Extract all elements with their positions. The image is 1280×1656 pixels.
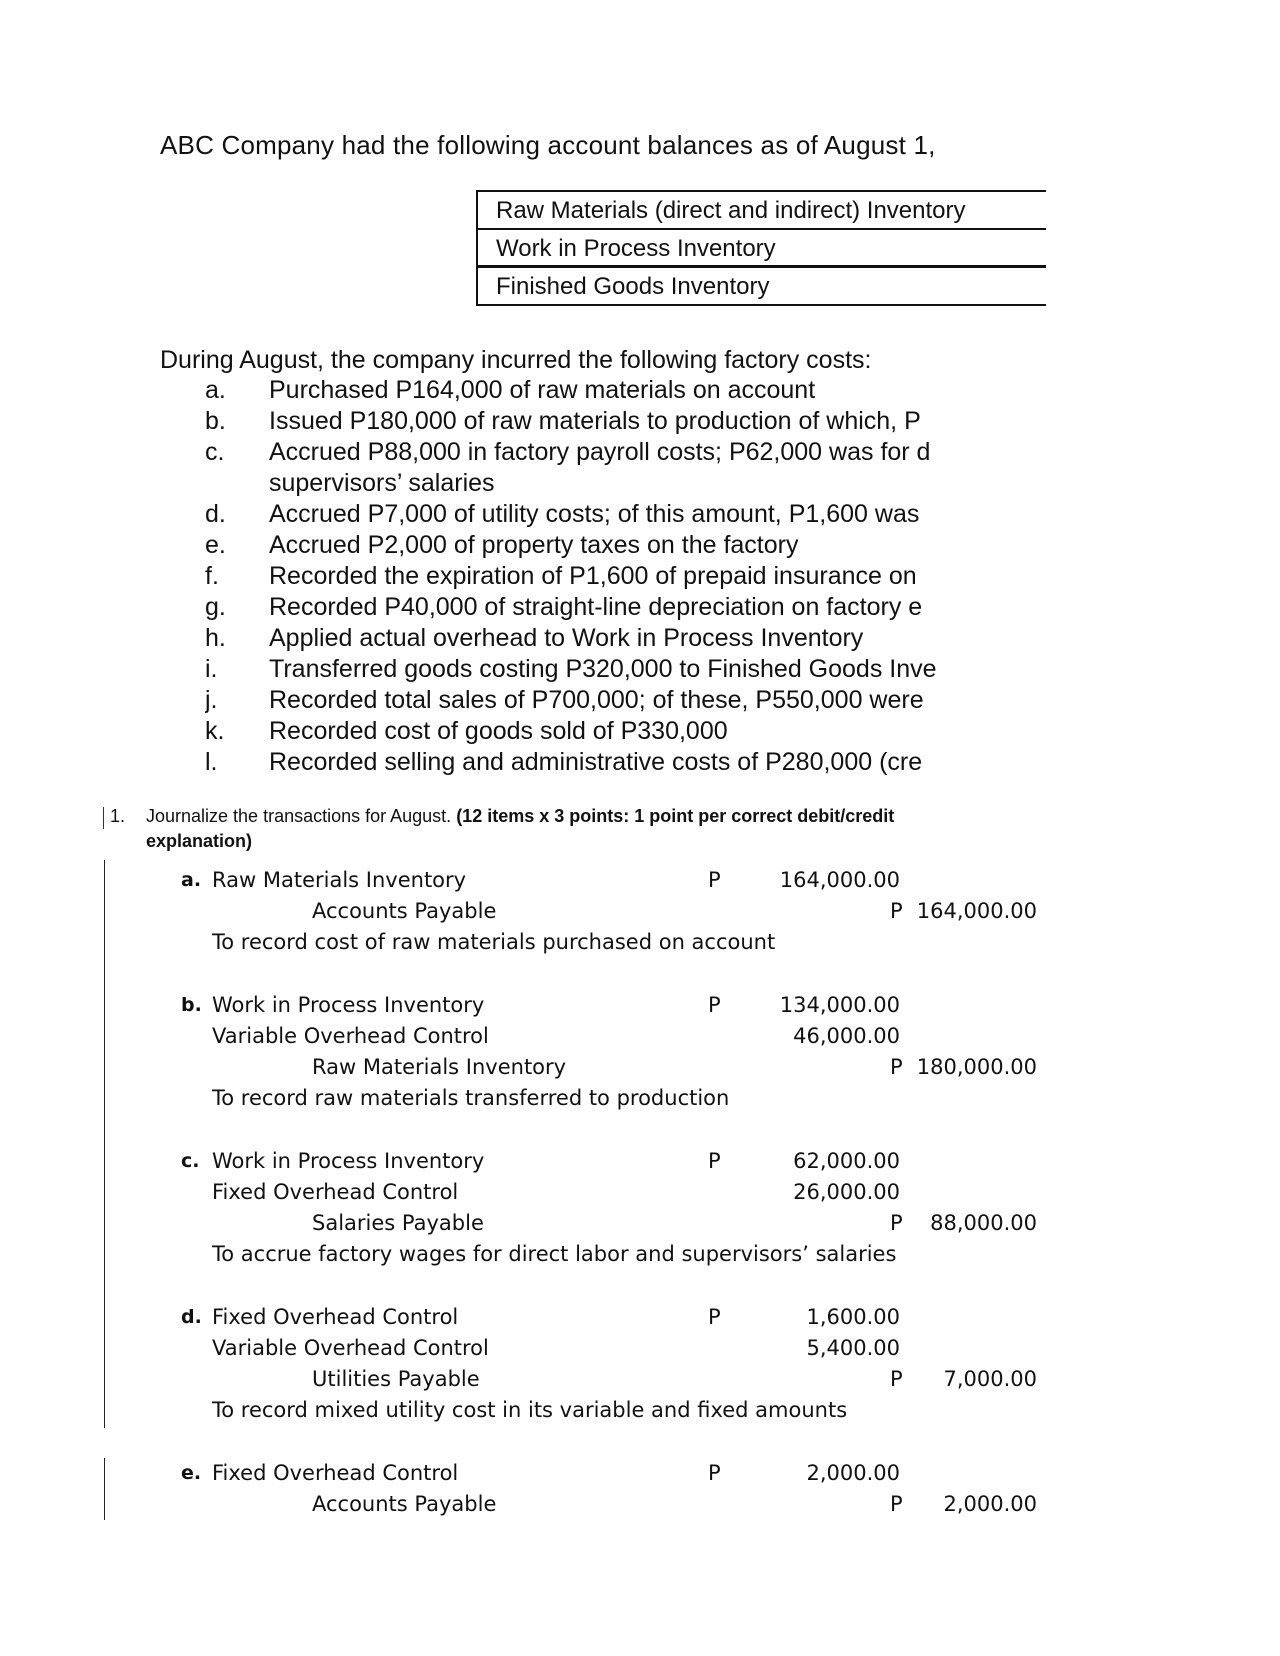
list-item: d. Accrued P7,000 of utility costs; of this amount, P1,600 was — [205, 500, 920, 528]
peso-sign: P — [890, 1211, 903, 1235]
list-item: g. Recorded P40,000 of straight-line depreciation on factory e — [205, 593, 923, 621]
credit-account: Salaries Payable — [312, 1211, 484, 1235]
list-item: e. Accrued P2,000 of property taxes on the factory — [205, 531, 799, 559]
debit-account: Fixed Overhead Control — [212, 1305, 459, 1329]
list-item: i. Transferred goods costing P320,000 to Finished Goods Inve — [205, 655, 937, 683]
question-marker-border — [103, 807, 104, 829]
peso-sign: P — [890, 1055, 903, 1079]
entry-explanation: To record cost of raw materials purchased on account — [212, 930, 776, 954]
debit-amount: 1,600.00 — [806, 1305, 900, 1329]
list-item: h. Applied actual overhead to Work in Process Inventory — [205, 624, 864, 652]
debit-account: Work in Process Inventory — [212, 993, 485, 1017]
balance-row: Raw Materials (direct and indirect) Inventory — [476, 190, 1046, 230]
debit-amount: 62,000.00 — [793, 1149, 900, 1173]
credit-amount: 7,000.00 — [943, 1367, 1037, 1391]
list-item: l. Recorded selling and administrative costs of P280,000 (cre — [205, 748, 923, 776]
entry-letter: d. — [181, 1306, 202, 1328]
entry-explanation: To record raw materials transferred to production — [212, 1086, 730, 1110]
debit-account: Fixed Overhead Control — [212, 1180, 459, 1204]
peso-sign: P — [708, 1305, 721, 1329]
debit-amount: 164,000.00 — [779, 868, 900, 892]
debit-amount: 46,000.00 — [793, 1024, 900, 1048]
during-text: During August, the company incurred the following factory costs: — [160, 346, 872, 374]
transaction-list — [205, 375, 1047, 778]
credit-amount: 164,000.00 — [916, 899, 1037, 923]
list-item-continuation: supervisors’ salaries — [269, 469, 495, 497]
entry-letter: e. — [181, 1462, 202, 1484]
balance-row: Finished Goods Inventory — [476, 268, 1046, 306]
peso-sign: P — [708, 993, 721, 1017]
list-item: k. Recorded cost of goods sold of P330,000 — [205, 717, 728, 745]
list-item: j. Recorded total sales of P700,000; of these, P550,000 were — [205, 686, 924, 714]
peso-sign: P — [708, 1461, 721, 1485]
entry-letter: c. — [181, 1150, 200, 1172]
list-item: a. Purchased P164,000 of raw materials on account — [205, 376, 816, 404]
peso-sign: P — [890, 899, 903, 923]
credit-account: Utilities Payable — [312, 1367, 480, 1391]
entry-explanation: To accrue factory wages for direct labor and supervisors’ salaries — [212, 1242, 897, 1266]
debit-account: Work in Process Inventory — [212, 1149, 485, 1173]
list-item: f. Recorded the expiration of P1,600 of prepaid insurance on — [205, 562, 917, 590]
peso-sign: P — [708, 1149, 721, 1173]
peso-sign: P — [890, 1367, 903, 1391]
margin-rule — [104, 860, 105, 1428]
question-text-continued: explanation) — [146, 831, 253, 851]
question-text: Journalize the transactions for August. (12 items x 3 points: 1 point per correct debit/credit — [146, 806, 895, 826]
margin-rule — [104, 1458, 105, 1520]
credit-account: Accounts Payable — [312, 899, 497, 923]
debit-amount: 5,400.00 — [806, 1336, 900, 1360]
intro-text: ABC Company had the following account balances as of August 1, — [160, 130, 936, 160]
list-item: c. Accrued P88,000 in factory payroll costs; P62,000 was for d — [205, 438, 931, 466]
credit-account: Accounts Payable — [312, 1492, 497, 1516]
question-number: 1. — [110, 806, 126, 826]
credit-amount: 2,000.00 — [943, 1492, 1037, 1516]
entry-explanation: To record mixed utility cost in its variable and fixed amounts — [212, 1398, 848, 1422]
credit-account: Raw Materials Inventory — [312, 1055, 567, 1079]
debit-account: Fixed Overhead Control — [212, 1461, 459, 1485]
entry-letter: a. — [181, 869, 202, 891]
balance-table — [476, 190, 1046, 306]
credit-amount: 180,000.00 — [916, 1055, 1037, 1079]
list-item: b. Issued P180,000 of raw materials to production of which, P — [205, 407, 921, 435]
debit-account: Variable Overhead Control — [212, 1336, 489, 1360]
debit-amount: 26,000.00 — [793, 1180, 900, 1204]
debit-account: Raw Materials Inventory — [212, 868, 467, 892]
debit-account: Variable Overhead Control — [212, 1024, 489, 1048]
credit-amount: 88,000.00 — [930, 1211, 1037, 1235]
debit-amount: 134,000.00 — [779, 993, 900, 1017]
peso-sign: P — [708, 868, 721, 892]
entry-letter: b. — [181, 994, 202, 1016]
peso-sign: P — [890, 1492, 903, 1516]
balance-row: Work in Process Inventory — [476, 230, 1046, 268]
debit-amount: 2,000.00 — [806, 1461, 900, 1485]
